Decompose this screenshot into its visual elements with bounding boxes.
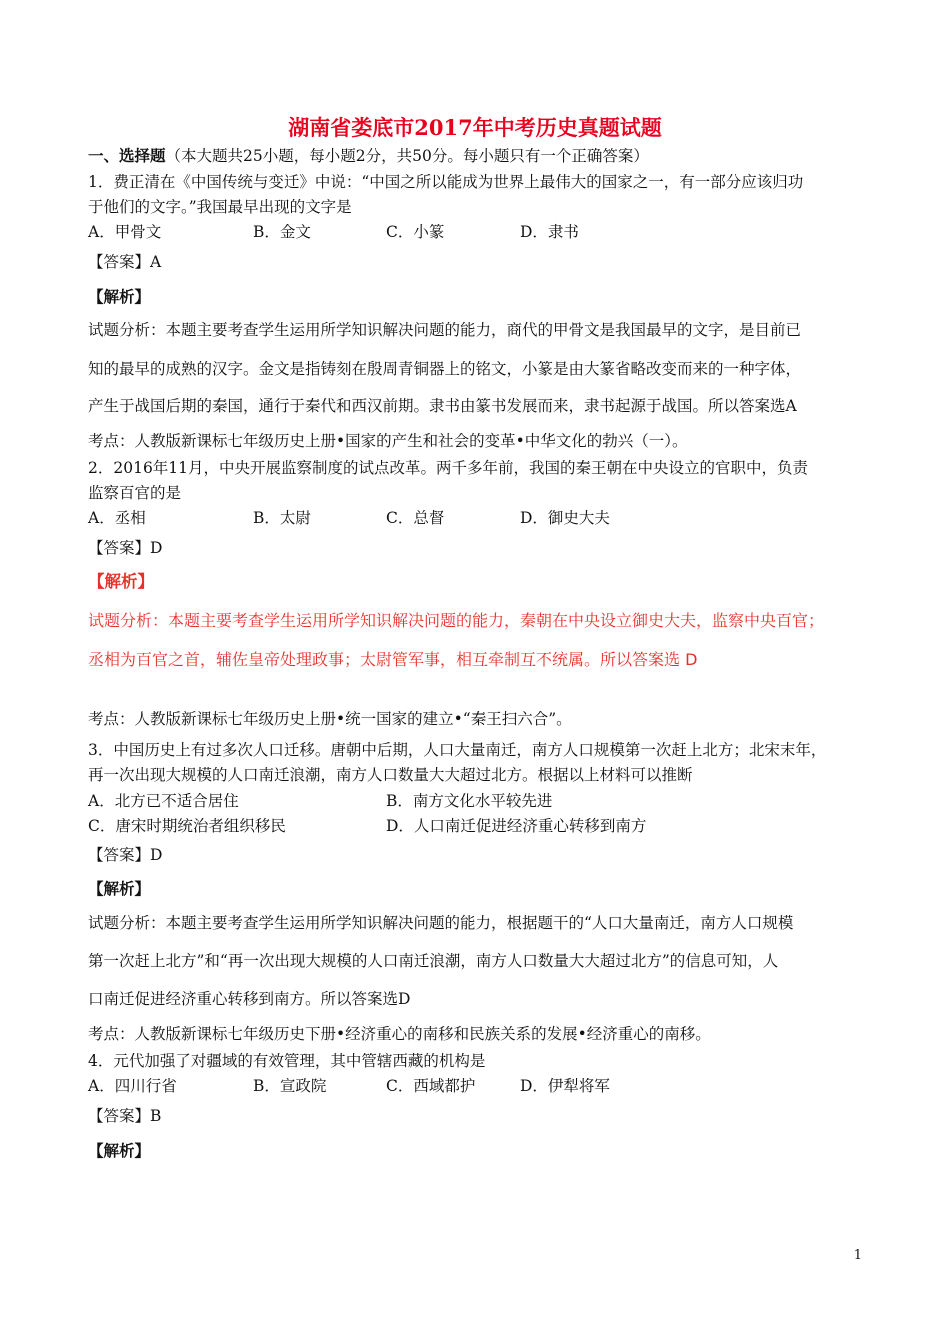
q1-analysis-line-3: 产生于战国后期的秦国，通行于秦代和西汉前期。隶书由篆书发展而来，隶书起源于战国。所以答案选A [88,397,797,415]
q1-option-b: B．金文 [253,223,311,241]
q1-analysis-label: 【解析】 [88,287,151,306]
q2-option-c: C．总督 [386,509,445,527]
q4-stem-line-1: 4．元代加强了对疆域的有效管理，其中管辖西藏的机构是 [88,1052,486,1070]
q3-option-b: B．南方文化水平较先进 [386,792,553,810]
q3-options-row-1 [88,791,868,811]
q3-answer: 【答案】D [88,846,163,864]
q1-option-c: C．小篆 [386,223,445,241]
q4-option-b: B．宣政院 [253,1077,327,1095]
page-number: 1 [853,1248,862,1263]
q3-option-c: C．唐宋时期统治者组织移民 [88,817,286,835]
q3-options-row-2 [88,816,868,836]
q4-options [88,1076,868,1096]
section-note: （本大题共25小题，每小题2分，共50分。每小题只有一个正确答案） [165,147,649,165]
q1-point: 考点：人教版新课标七年级历史上册•国家的产生和社会的变革•中华文化的勃兴（一）。 [88,432,688,450]
q2-option-d: D．御史大夫 [520,509,610,527]
q3-option-a: A．北方已不适合居住 [88,792,239,810]
q2-stem-line-2: 监察百官的是 [88,484,182,502]
section-header: 一、选择题 [88,146,166,165]
q1-option-d: D．隶书 [520,223,579,241]
document-title: 湖南省娄底市2017年中考历史真题试题 [288,115,662,140]
q2-stem-line-1: 2．2016年11月，中央开展监察制度的试点改革。两千多年前，我国的秦王朝在中央设立的官职中，负责 [88,459,809,477]
q1-analysis-line-2: 知的最早的成熟的汉字。金文是指铸刻在殷周青铜器上的铭文，小篆是由大篆省略改变而来的一种字体， [88,360,802,378]
q1-stem-line-2: 于他们的文字。”我国最早出现的文字是 [88,198,352,216]
q1-options [88,222,868,242]
q3-stem-line-1: 3．中国历史上有过多次人口迁移。唐朝中后期，人口大量南迁，南方人口规模第一次赶上北方；北宋末年， [88,741,827,759]
q2-options [88,508,868,528]
q1-answer: 【答案】A [88,253,162,271]
q4-option-c: C．西域都护 [386,1077,476,1095]
q2-point: 考点：人教版新课标七年级历史上册•统一国家的建立•“秦王扫六合”。 [88,710,572,728]
q4-answer: 【答案】B [88,1107,162,1125]
q3-stem-line-2: 再一次出现大规模的人口南迁浪潮，南方人口数量大大超过北方。根据以上材料可以推断 [88,766,693,784]
section-header-line [88,146,649,166]
q1-stem-line-1: 1．费正清在《中国传统与变迁》中说：“中国之所以能成为世界上最伟大的国家之一，有一部分应该归功 [88,173,804,191]
q3-analysis-line-3: 口南迁促进经济重心转移到南方。所以答案选D [88,990,411,1008]
q2-option-b: B．太尉 [253,509,311,527]
q3-analysis-label: 【解析】 [88,879,151,898]
q2-option-a: A．丞相 [88,509,146,527]
q2-analysis-label: 【解析】 [88,572,154,591]
q2-analysis-line-1: 试题分析：本题主要考查学生运用所学知识解决问题的能力，秦朝在中央设立御史大夫，监察中央百官； [88,611,825,630]
q3-analysis-line-2: 第一次赶上北方”和“再一次出现大规模的人口南迁浪潮，南方人口数量大大超过北方”的信息可知，人 [88,952,779,970]
q4-analysis-label: 【解析】 [88,1141,151,1160]
q3-option-d: D．人口南迁促进经济重心转移到南方 [386,817,647,835]
q2-answer: 【答案】D [88,539,163,557]
q4-option-a: A．四川行省 [88,1077,177,1095]
q1-analysis-line-1: 试题分析：本题主要考查学生运用所学知识解决问题的能力，商代的甲骨文是我国最早的文字，是目前已 [88,321,802,339]
q4-option-d: D．伊犁将军 [520,1077,610,1095]
q3-point: 考点：人教版新课标七年级历史下册•经济重心的南移和民族关系的发展•经济重心的南移。 [88,1025,711,1043]
q3-analysis-line-1: 试题分析：本题主要考查学生运用所学知识解决问题的能力，根据题干的“人口大量南迁，南方人口规模 [88,914,794,932]
q1-option-a: A．甲骨文 [88,223,162,241]
q2-analysis-line-2: 丞相为百官之首，辅佐皇帝处理政事；太尉管军事，相互牵制互不统属。所以答案选 D [88,650,698,669]
